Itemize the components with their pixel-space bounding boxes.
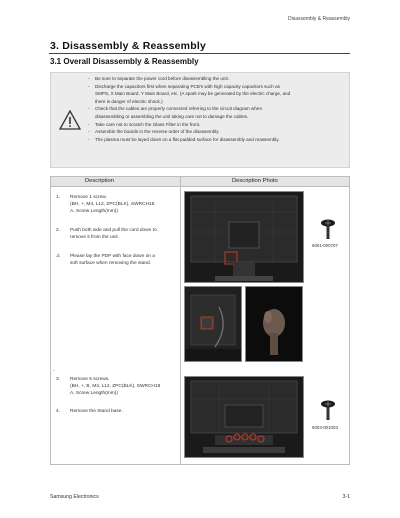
- column-divider: [180, 176, 181, 465]
- tv-stand-screws-photo: [184, 376, 304, 458]
- caution-item: - Check that the cables are properly connected referring to the circuit diagram when: [88, 106, 262, 112]
- caution-item: - Discharge the capacitors first when separating PCB's with high capacity capacitors such as: [88, 83, 280, 89]
- caution-bullet: -: [88, 106, 90, 112]
- footer-company: Samsung Electronics: [50, 494, 99, 500]
- step-detail: A, Screw Length(mm)): [70, 391, 118, 396]
- step-detail: (BH, +, B, M4, L12, ZPC(BLK), SWRCH18: [70, 384, 161, 389]
- caution-item: disassembling or assembling the unit taking care not to damage the cables.: [95, 113, 249, 119]
- caution-symbol-icon: ⚠: [56, 254, 61, 259]
- caution-item: - Assemble the boards in the reverse order of the disassembly.: [88, 129, 220, 135]
- stand-closeup-illustration: [185, 287, 241, 361]
- section-header-label: Disassembly & Reassembly: [288, 16, 350, 22]
- step-4: [56, 408, 178, 415]
- note-text: soft surface when removing the stand.: [70, 261, 152, 266]
- caution-item: there is danger of electric shock.): [95, 98, 163, 104]
- bullet-marker: -: [53, 369, 55, 374]
- section-subtitle: 3.1 Overall Disassembly & Reassembly: [50, 57, 199, 66]
- caution-list: [88, 75, 346, 143]
- step-2-note: [56, 253, 178, 267]
- stand-closeup-photo: [184, 286, 242, 362]
- caution-bullet: -: [88, 76, 90, 81]
- step-number: 2.: [56, 228, 61, 233]
- hand-pull-illustration: [246, 287, 302, 361]
- step-title: Remove the Stand base.: [70, 409, 123, 414]
- caution-bullet: -: [88, 83, 90, 89]
- tv-back-illustration: [185, 192, 303, 282]
- screw-code-2: 6003-001003: [312, 425, 338, 430]
- step-detail: A, Screw Length(mm)): [70, 209, 118, 214]
- caution-item: - The plasma must be layed down on a flat padded surface for disassembly and reassembly.: [88, 136, 280, 142]
- caution-bullet: -: [88, 129, 90, 135]
- step-number: 3.: [56, 377, 61, 382]
- caution-bullet: -: [88, 121, 90, 127]
- page-title: 3. Disassembly & Reassembly: [50, 40, 206, 52]
- step-3: [56, 376, 178, 397]
- note-text: Please lay the PDP with face down on a: [70, 254, 155, 259]
- step-title: Remove 1 screw.: [70, 195, 107, 200]
- step-number: 4.: [56, 409, 61, 414]
- screw-icon: [320, 219, 336, 241]
- tv-stand-screws-illustration: [185, 377, 303, 457]
- screw-icon: [320, 400, 336, 422]
- hand-pull-photo: [245, 286, 303, 362]
- step-detail: (BH, +, M4, L12, ZPC(BLK), SWRCH18: [70, 202, 155, 207]
- caution-item: - Be sure to separate the power cord before disassembling the unit.: [88, 76, 230, 81]
- column-header-photo: Description Photo: [232, 178, 278, 184]
- step-number: 1.: [56, 195, 61, 200]
- column-header-description: Description: [85, 178, 114, 184]
- caution-bullet: -: [88, 136, 90, 142]
- step-title: Push both side and pull the cord down to: [70, 228, 157, 233]
- step-detail: remove it from the unit.: [70, 235, 120, 240]
- caution-item: - Take care not to scratch the Glass Filter in the front.: [88, 121, 201, 127]
- step-2: [56, 227, 178, 241]
- title-divider: [49, 53, 350, 54]
- warning-icon: [59, 110, 81, 130]
- step-1: [56, 194, 178, 215]
- screw-code-1: 6001-000707: [312, 243, 338, 248]
- step-title: Remove 5 screws.: [70, 377, 110, 382]
- tv-back-photo: [184, 191, 304, 283]
- caution-item: SMPS, X Main Board, Y Main Board, etc. (A spark may be generated by the electric charge, and: [95, 91, 291, 97]
- page-number: 3-1: [342, 494, 350, 500]
